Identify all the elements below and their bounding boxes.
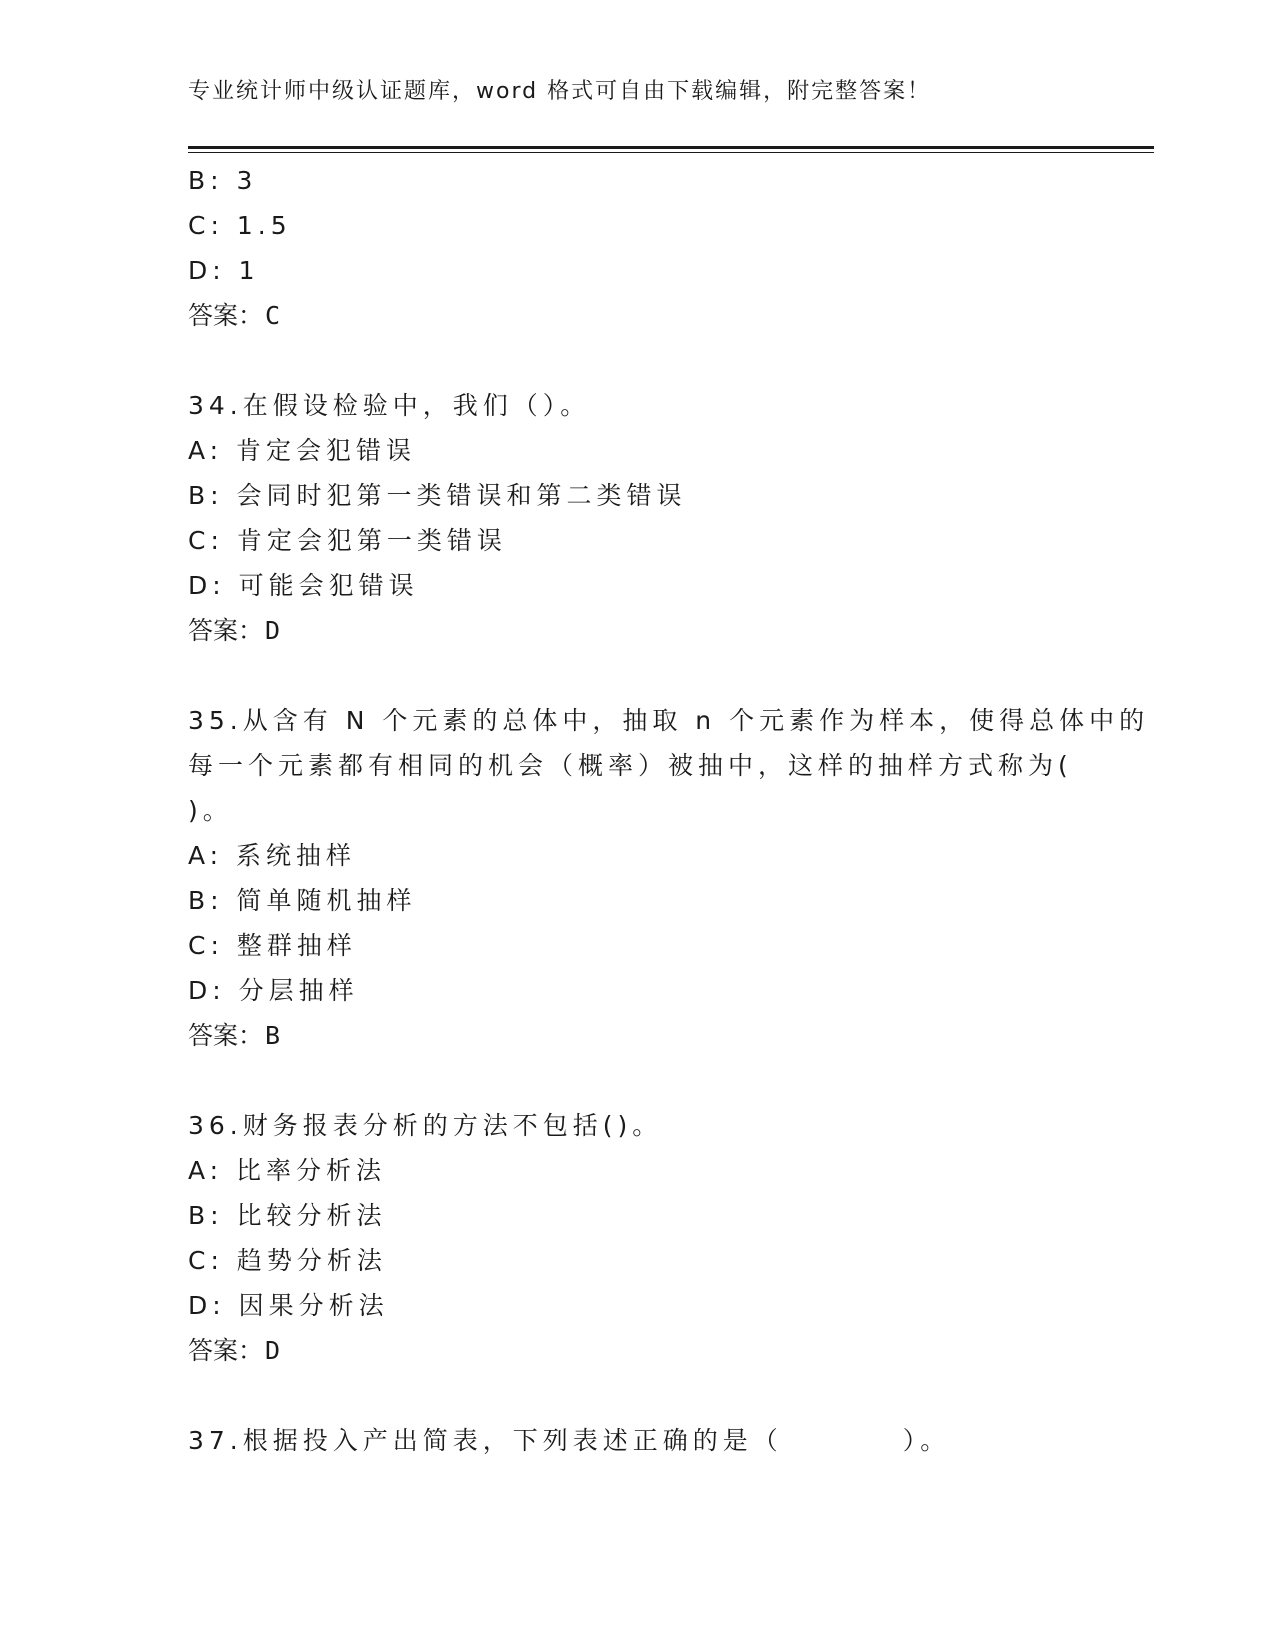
option-label: D: [188, 1291, 226, 1320]
question-stem: 37.根据投入产出简表，下列表述正确的是（ ）。 [188, 1426, 951, 1455]
option-line: C: 1.5 [188, 211, 292, 240]
option-label: B: [188, 481, 224, 510]
option-text: 因果分析法 [238, 1291, 389, 1320]
question-content [188, 158, 1150, 1463]
question-stem: 每一个元素都有相同的机会（概率）被抽中，这样的抽样方式称为( [188, 751, 1073, 780]
question-stem: )。 [188, 796, 233, 825]
answer-line [188, 608, 1088, 653]
option-line [188, 833, 1088, 878]
answer-value: B [265, 1021, 281, 1050]
spacer [188, 1058, 1088, 1103]
option-text: 趋势分析法 [236, 1246, 387, 1275]
question-block [188, 1103, 1088, 1418]
option-line [188, 1238, 1088, 1283]
answer-line [188, 1013, 1088, 1058]
page-header: 专业统计师中级认证题库，word 格式可自由下载编辑，附完整答案！ [188, 79, 932, 104]
option-text: 肯定会犯错误 [236, 436, 417, 465]
option-label: C: [188, 526, 224, 555]
option-line [188, 518, 1088, 563]
option-line [188, 878, 1088, 923]
answer-value: D [265, 616, 281, 645]
answer-label: 答案： [188, 616, 264, 645]
option-text: 可能会犯错误 [238, 571, 419, 600]
question-block [188, 1418, 1088, 1463]
option-text: 简单随机抽样 [236, 886, 417, 915]
option-line [188, 473, 1088, 518]
option-label: B: [188, 886, 224, 915]
option-line: D: 1 [188, 256, 260, 285]
option-line [188, 1193, 1088, 1238]
option-label: A: [188, 436, 224, 465]
option-label: C: [188, 1246, 224, 1275]
spacer [188, 1373, 1088, 1418]
option-text: 系统抽样 [236, 841, 357, 870]
option-label: A: [188, 841, 224, 870]
question-block [188, 383, 1088, 698]
question-stem: 34.在假设检验中，我们（）。 [188, 391, 591, 420]
option-line [188, 1283, 1088, 1328]
header-rule-thick [188, 146, 1154, 149]
question-stem: 35.从含有 N 个元素的总体中，抽取 n 个元素作为样本，使得总体中的 [188, 706, 1150, 735]
option-line [188, 968, 1088, 1013]
option-text: 分层抽样 [238, 976, 359, 1005]
option-line: B: 3 [188, 166, 258, 195]
answer-line: 答案：C [188, 301, 281, 330]
question-list [188, 383, 1150, 1463]
option-label: D: [188, 976, 226, 1005]
option-label: A: [188, 1156, 224, 1185]
option-text: 比率分析法 [236, 1156, 387, 1185]
option-text: 比较分析法 [236, 1201, 387, 1230]
answer-label: 答案： [188, 1021, 264, 1050]
option-text: 会同时犯第一类错误和第二类错误 [236, 481, 687, 510]
answer-value: D [265, 1336, 281, 1365]
option-label: B: [188, 1201, 224, 1230]
prev-question-tail [188, 158, 1088, 338]
question-block [188, 698, 1150, 1103]
spacer [188, 653, 1088, 698]
answer-label: 答案： [188, 1336, 264, 1365]
option-label: D: [188, 571, 226, 600]
option-text: 肯定会犯第一类错误 [236, 526, 507, 555]
spacer [188, 338, 1088, 383]
question-stem: 36.财务报表分析的方法不包括()。 [188, 1111, 663, 1140]
option-line [188, 428, 1088, 473]
option-text: 整群抽样 [236, 931, 357, 960]
option-line [188, 563, 1088, 608]
header-rule-thin [188, 152, 1154, 153]
option-line [188, 923, 1088, 968]
option-line [188, 1148, 1088, 1193]
option-label: C: [188, 931, 224, 960]
answer-line [188, 1328, 1088, 1373]
